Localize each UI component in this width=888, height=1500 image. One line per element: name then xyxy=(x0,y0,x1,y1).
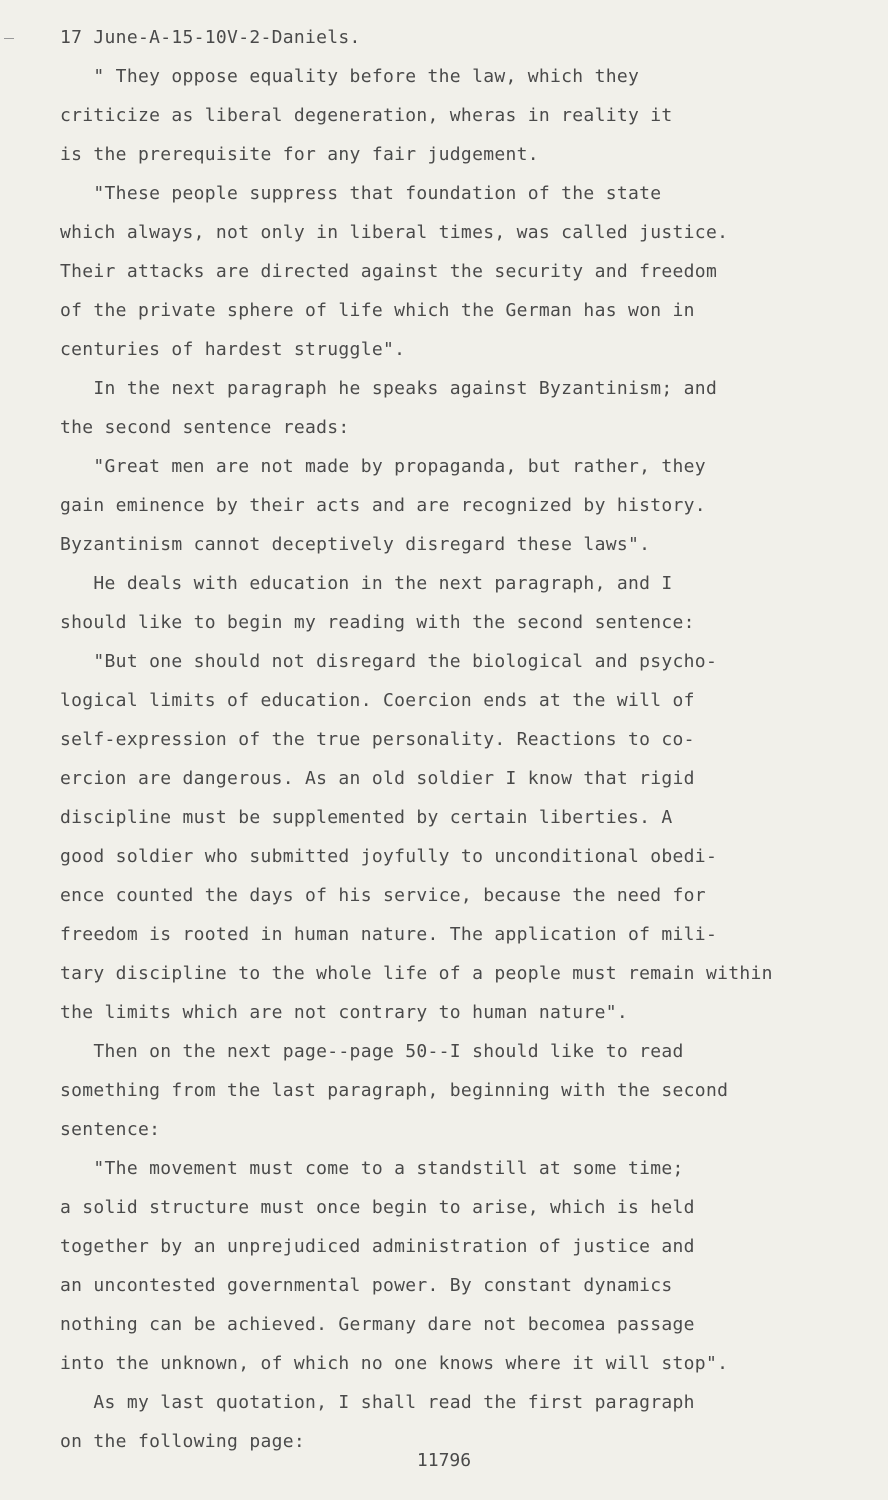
text-line: should like to begin my reading with the second sentence: xyxy=(60,612,695,633)
document-header: 17 June-A-15-10V-2-Daniels. xyxy=(60,27,361,48)
text-line: which always, not only in liberal times, was called justice. xyxy=(60,222,729,243)
paragraph xyxy=(60,1149,840,1383)
text-line: on the following page: xyxy=(60,1431,306,1452)
text-line: "These people suppress that foundation of the state xyxy=(60,183,662,204)
text-line: freedom is rooted in human nature. The application of mili- xyxy=(60,924,718,945)
text-line: tary discipline to the whole life of a people must remain within xyxy=(60,963,773,984)
text-line: "Great men are not made by propaganda, but rather, they xyxy=(60,456,706,477)
paragraph xyxy=(60,57,840,174)
text-line: Byzantinism cannot deceptively disregard these laws". xyxy=(60,534,651,555)
document-body xyxy=(60,18,840,1461)
paragraph xyxy=(60,369,840,447)
text-line: ercion are dangerous. As an old soldier I know that rigid xyxy=(60,768,695,789)
paragraph xyxy=(60,1032,840,1149)
text-line: together by an unprejudiced administration of justice and xyxy=(60,1236,695,1257)
text-line: of the private sphere of life which the German has won in xyxy=(60,300,695,321)
text-line: Their attacks are directed against the security and freedom xyxy=(60,261,718,282)
text-line: sentence: xyxy=(60,1119,161,1140)
text-line: ence counted the days of his service, because the need for xyxy=(60,885,706,906)
text-line: the limits which are not contrary to human nature". xyxy=(60,1002,628,1023)
text-line: something from the last paragraph, beginning with the second xyxy=(60,1080,729,1101)
page-number: 11796 xyxy=(416,1450,472,1471)
text-line: As my last quotation, I shall read the first paragraph xyxy=(60,1392,695,1413)
text-line: self-expression of the true personality. Reactions to co- xyxy=(60,729,695,750)
text-line: a solid structure must once begin to arise, which is held xyxy=(60,1197,695,1218)
paragraph xyxy=(60,642,840,1032)
text-line: into the unknown, of which no one knows where it will stop". xyxy=(60,1353,729,1374)
text-line: centuries of hardest struggle". xyxy=(60,339,406,360)
text-line: He deals with education in the next paragraph, and I xyxy=(60,573,673,594)
paragraph xyxy=(60,564,840,642)
text-line: criticize as liberal degeneration, wheras in reality it xyxy=(60,105,673,126)
paragraph xyxy=(60,447,840,564)
text-line: gain eminence by their acts and are recognized by history. xyxy=(60,495,706,516)
paragraph xyxy=(60,174,840,369)
margin-mark xyxy=(4,38,14,39)
text-line: " They oppose equality before the law, which they xyxy=(60,66,640,87)
text-line: nothing can be achieved. Germany dare not becomea passage xyxy=(60,1314,695,1335)
text-line: "The movement must come to a standstill at some time; xyxy=(60,1158,684,1179)
text-line: "But one should not disregard the biological and psycho- xyxy=(60,651,718,672)
text-line: Then on the next page--page 50--I should like to read xyxy=(60,1041,684,1062)
text-line: logical limits of education. Coercion ends at the will of xyxy=(60,690,695,711)
text-line: the second sentence reads: xyxy=(60,417,350,438)
text-line: In the next paragraph he speaks against Byzantinism; and xyxy=(60,378,718,399)
text-line: is the prerequisite for any fair judgement. xyxy=(60,144,539,165)
text-line: discipline must be supplemented by certain liberties. A xyxy=(60,807,673,828)
text-line: an uncontested governmental power. By constant dynamics xyxy=(60,1275,673,1296)
text-line: good soldier who submitted joyfully to unconditional obedi- xyxy=(60,846,718,867)
